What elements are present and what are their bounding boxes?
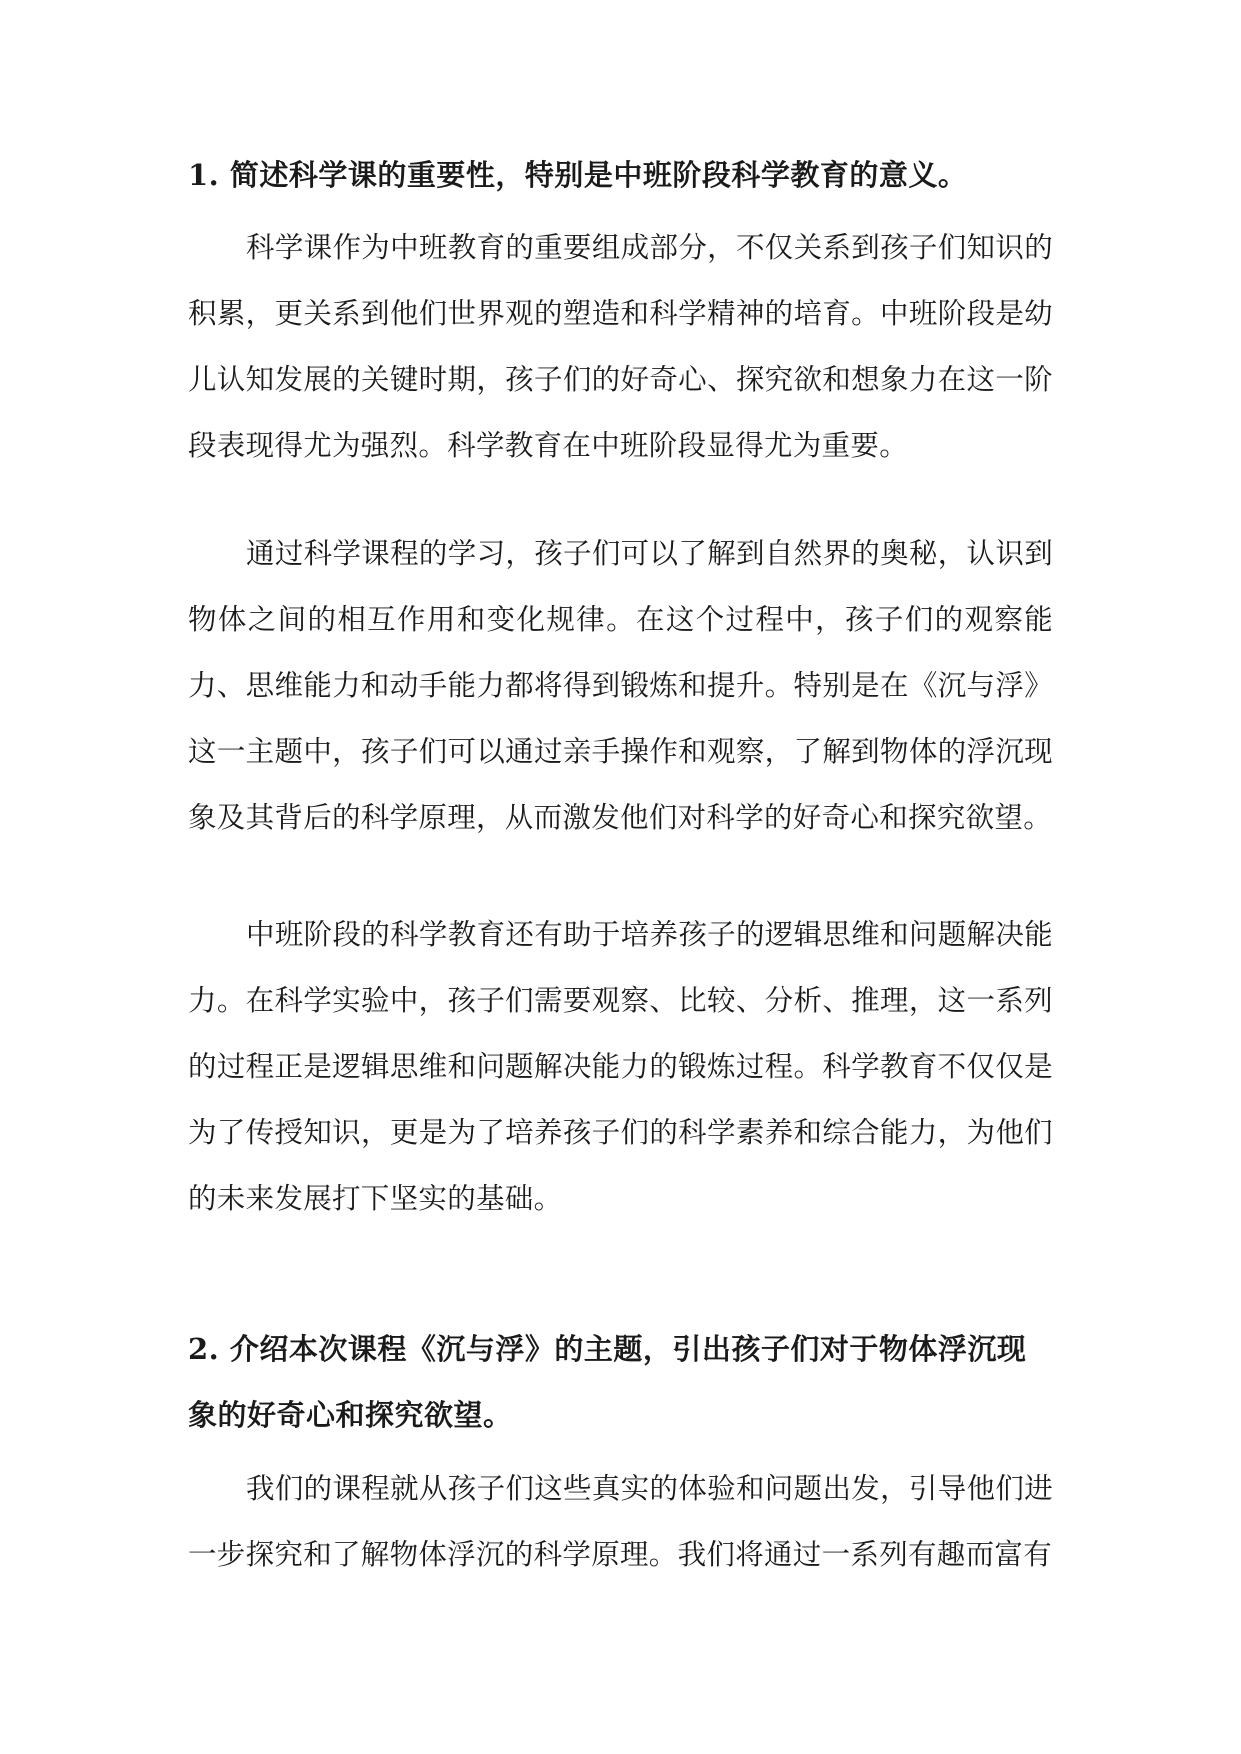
- section-1-paragraph-3: 中班阶段的科学教育还有助于培养孩子的逻辑思维和问题解决能力。在科学实验中，孩子们需要观察、比较、分析、推理，这一系列的过程正是逻辑思维和问题解决能力的锻炼过程。科学教育不仅仅是为了传授知识，更是为了培养孩子们的科学素养和综合能力，为他们的未来发展打下坚实的基础。: [188, 918, 1053, 1215]
- section-1-paragraph-1: 科学课作为中班教育的重要组成部分，不仅关系到孩子们知识的积累，更关系到他们世界观的塑造和科学精神的培育。中班阶段是幼儿认知发展的关键时期，孩子们的好奇心、探究欲和想象力在这一阶段表现得尤为强烈。科学教育在中班阶段显得尤为重要。: [188, 231, 1053, 462]
- section-1-paragraph-2: 通过科学课程的学习，孩子们可以了解到自然界的奥秘，认识到物体之间的相互作用和变化规律。在这个过程中，孩子们的观察能力、思维能力和动手能力都将得到锻炼和提升。特别是在《沉与浮》这一主题中，孩子们可以通过亲手操作和观察，了解到物体的浮沉现象及其背后的科学原理，从而激发他们对科学的好奇心和探究欲望。: [188, 537, 1053, 834]
- section-1-heading: 1. 简述科学课的重要性，特别是中班阶段科学教育的意义。: [188, 158, 968, 192]
- section-2-paragraph-1: 我们的课程就从孩子们这些真实的体验和问题出发，引导他们进一步探究和了解物体浮沉的科学原理。我们将通过一系列有趣而富有: [188, 1472, 1053, 1571]
- section-2-heading: 2. 介绍本次课程《沉与浮》的主题，引出孩子们对于物体浮沉现象的好奇心和探究欲望。: [188, 1332, 1027, 1432]
